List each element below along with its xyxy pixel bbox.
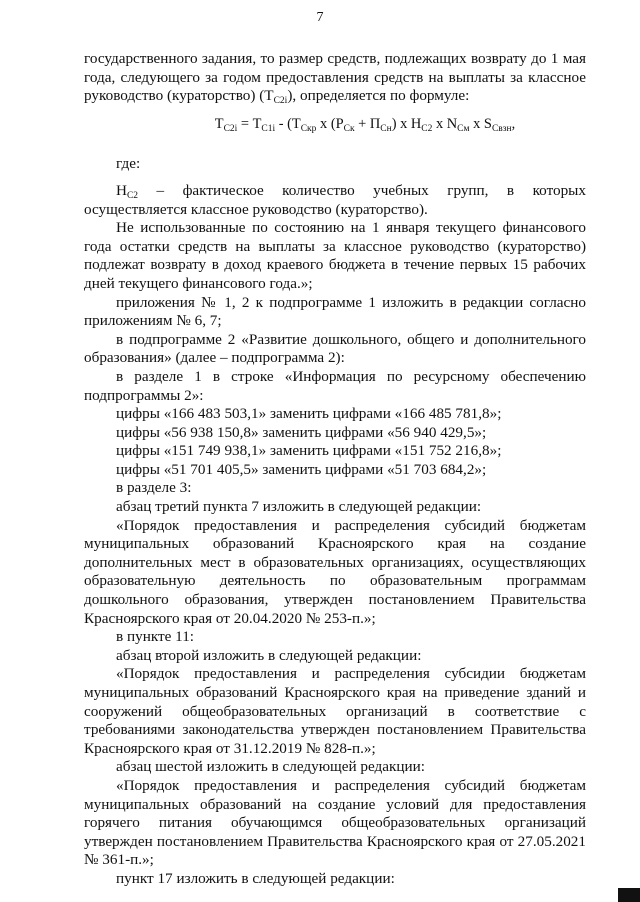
quoted-paragraph: «Порядок предоставления и распределения субсидии бюджетам муниципальных образований Красноярского края на приведение зданий и сооружений общеобразовательных организаций в соответствие с требованиями законодательства утвержден постановлением Правительства Красноярского края от 31.12.2019 № 828-п.»; (84, 665, 586, 757)
paragraph: абзац шестой изложить в следующей редакции: (116, 758, 425, 776)
quoted-paragraph: «Порядок предоставления и распределения субсидий бюджетам муниципальных образований на создание условий для предоставления горячего питания обучающимся общеобразовательных организаций утвержден постановлением Правительства Красноярского края от 27.05.2021 № 361-п.»; (84, 776, 586, 869)
paragraph: в пункте 11: (116, 628, 195, 646)
paragraph: приложения № 1, 2 к подпрограмме 1 изложить в редакции согласно приложениям № 6, 7; (84, 293, 586, 330)
paragraph: пункт 17 изложить в следующей редакции: (116, 869, 395, 887)
formula: $Т_{C2i} = Т_{C1i} - (Т_{Скр}$ х $(Р_{Ск} + П_{Сн})$ х $Н_{С2}$ х $N_{См}$ х $S_{Свзн}$, (214, 115, 516, 134)
paragraph: Не использованные по состоянию на 1 января текущего финансового года остатки средств на выплаты за классное руководство (кураторство) подлежат возврату в доход краевого бюджета в течение первых 15 рабочих дней текущего финансового года.»; (84, 219, 586, 292)
paragraph: абзац третий пункта 7 изложить в следующей редакции: (116, 498, 482, 516)
where-label: где: (116, 155, 141, 173)
paragraph: цифры «151 749 938,1» заменить цифрами «151 752 216,8»; (116, 442, 502, 460)
paragraph: цифры «166 483 503,1» заменить цифрами «166 485 781,8»; (116, 405, 502, 423)
paragraph: цифры «51 701 405,5» заменить цифрами «51 703 684,2»; (116, 460, 487, 478)
definition-line-1: $Н_{С2}$ – фактическое количество учебных групп, в которых (116, 181, 586, 201)
page-number: 7 (316, 10, 324, 25)
scan-edge-mark (618, 888, 640, 902)
paragraph: в подпрограмме 2 «Развитие дошкольного, общего и дополнительного образования» (далее – подпрограмма 2): (84, 330, 586, 367)
quoted-paragraph: «Порядок предоставления и распределения субсидий бюджетам муниципальных образований Красноярского края на создание дополнительных мест в образовательных организациях, осуществляющих образовательную деятельность по образовательным программам дошкольного образования, утвержден постановлением Правительства Красноярского края от 20.04.2020 № 253-п.»; (84, 516, 586, 627)
definition-line-2: осуществляется классное руководство (кураторство). (84, 200, 428, 218)
paragraph: в разделе 3: (116, 479, 192, 497)
paragraph: абзац второй изложить в следующей редакции: (116, 646, 422, 664)
paragraph: в разделе 1 в строке «Информация по ресурсному обеспечению подпрограммы 2»: (84, 367, 586, 404)
paragraph: цифры «56 938 150,8» заменить цифрами «56 940 429,5»; (116, 423, 487, 441)
document-body (84, 50, 586, 889)
intro-paragraph: государственного задания, то размер средств, подлежащих возврату до 1 мая года, следующего за годом предоставления средств на выплаты за классное руководство (кураторство) $(Т_{C2i})$, определяется по формуле: (84, 50, 586, 107)
